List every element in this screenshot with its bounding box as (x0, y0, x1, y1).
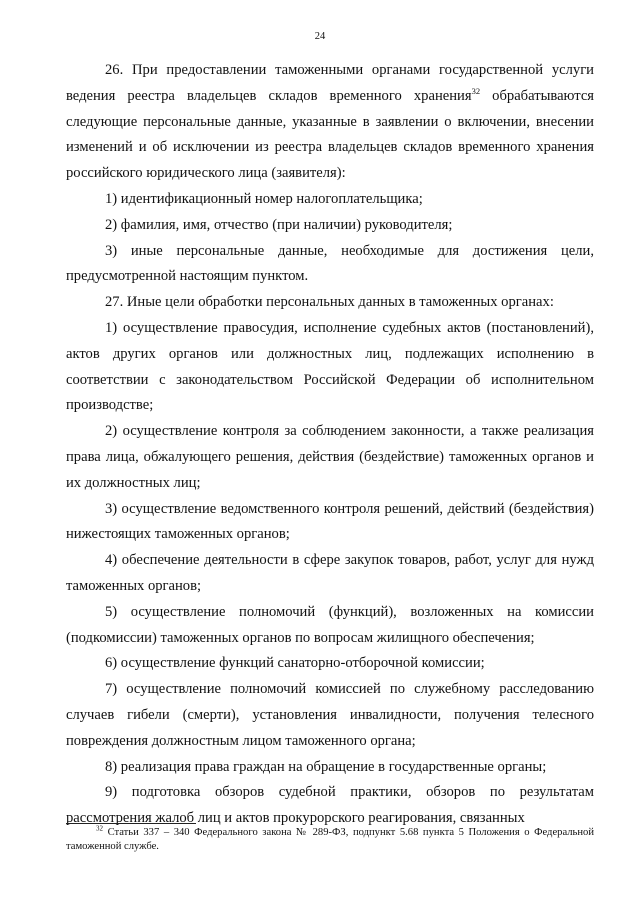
paragraph-27-item-6: 6) осуществление функций санаторно-отборочной комиссии; (105, 655, 485, 672)
paragraph-26: 26. При предоставлении таможенными органами государственной услуги ведения реестра владельцев складов временного хранения$^{32}$ обрабатываются следующие персональные данные, указанные в заявлении о включении, внесении изменений и об исключении из реестра владельцев складов временного хранения российского юридического лица (заявителя): (66, 62, 595, 182)
page-number: 24 (314, 31, 326, 42)
footnote (66, 826, 594, 853)
footnote-text: Статьи 337 – 340 Федерального закона № 289-ФЗ, подпункт 5.68 пункта 5 Положения о Федеральной таможенной службе. (66, 827, 594, 852)
paragraph-27-item-2: 2) осуществление контроля за соблюдением законности, а также реализация права лица, обжалующего решения, действия (бездействие) таможенных органов и их должностных лиц; (66, 423, 594, 491)
paragraph-27-item-9: 9) подготовка обзоров судебной практики, обзоров по результатам рассмотрения жалоб лиц и актов прокурорского реагирования, связанных (66, 784, 594, 827)
paragraph-27-item-3: 3) осуществление ведомственного контроля решений, действий (бездействия) нижестоящих таможенных органов; (66, 500, 594, 543)
paragraph-27: 27. Иные цели обработки персональных данных в таможенных органах: (105, 294, 554, 311)
paragraph-27-item-5: 5) осуществление полномочий (функций), возложенных на комиссии (подкомиссии) таможенных органов по вопросам жилищного обеспечения; (66, 603, 594, 646)
footnote-marker: 32 (96, 824, 103, 833)
paragraph-26-item-2: 2) фамилия, имя, отчество (при наличии) руководителя; (105, 216, 453, 233)
footnote-divider (66, 823, 196, 824)
footnote-ref[interactable]: 32 (471, 85, 481, 96)
paragraph-27-item-7: 7) осуществление полномочий комиссией по служебному расследованию случаев гибели (смерти), установления инвалидности, получения телесного повреждения должностным лицом таможенного органа; (66, 681, 594, 749)
paragraph-26-item-3: 3) иные персональные данные, необходимые для достижения цели, предусмотренной настоящим пунктом. (66, 242, 594, 285)
paragraph-27-item-8: 8) реализация права граждан на обращение в государственные органы; (105, 758, 547, 775)
paragraph-27-item-4: 4) обеспечение деятельности в сфере закупок товаров, работ, услуг для нужд таможенных органов; (66, 552, 594, 594)
document-body (66, 58, 594, 832)
paragraph-27-item-1: 1) осуществление правосудия, исполнение судебных актов (постановлений), актов других органов или должностных лиц, подлежащих исполнению в соответствии с законодательством Российской Федерации об исполнительном производстве; (66, 319, 594, 414)
paragraph-26-item-1: 1) идентификационный номер налогоплательщика; (105, 190, 423, 207)
